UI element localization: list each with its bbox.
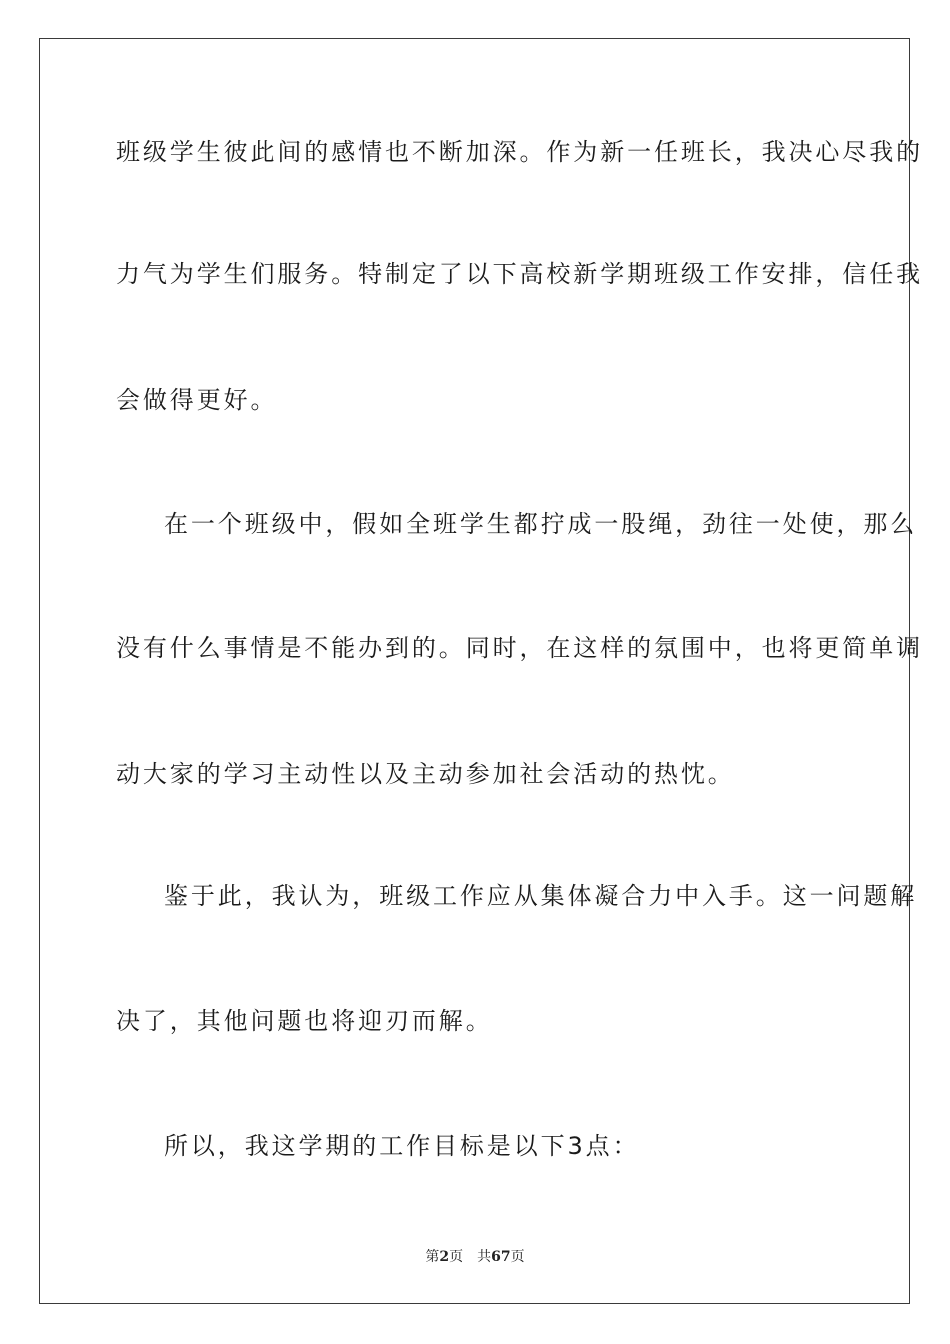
- page-border: [39, 38, 923, 1304]
- body-line-3: 会做得更好。: [116, 386, 278, 414]
- page-footer: [0, 1248, 950, 1266]
- body-line-5: 没有什么事情是不能办到的。同时，在这样的氛围中，也将更简单调: [116, 634, 923, 662]
- footer-total-pages: 67: [491, 1249, 511, 1265]
- footer-total-suffix: 页: [510, 1249, 525, 1265]
- body-line-7: 鉴于此，我认为，班级工作应从集体凝合力中入手。这一问题解: [164, 882, 918, 910]
- body-line-2: 力气为学生们服务。特制定了以下高校新学期班级工作安排，信任我: [116, 260, 923, 288]
- footer-page-number: 2: [439, 1249, 450, 1265]
- footer-page-suffix: 页: [449, 1249, 464, 1265]
- body-line-4: 在一个班级中，假如全班学生都拧成一股绳，劲往一处使，那么: [164, 510, 918, 538]
- footer-page-prefix: 第: [425, 1249, 440, 1265]
- body-line-8: 决了，其他问题也将迎刃而解。: [116, 1007, 493, 1035]
- body-line-6: 动大家的学习主动性以及主动参加社会活动的热忱。: [116, 760, 735, 788]
- footer-total-prefix: 共: [477, 1249, 492, 1265]
- body-line-1: 班级学生彼此间的感情也不断加深。作为新一任班长，我决心尽我的: [116, 138, 923, 166]
- body-line-9: 所以，我这学期的工作目标是以下3点：: [164, 1132, 640, 1160]
